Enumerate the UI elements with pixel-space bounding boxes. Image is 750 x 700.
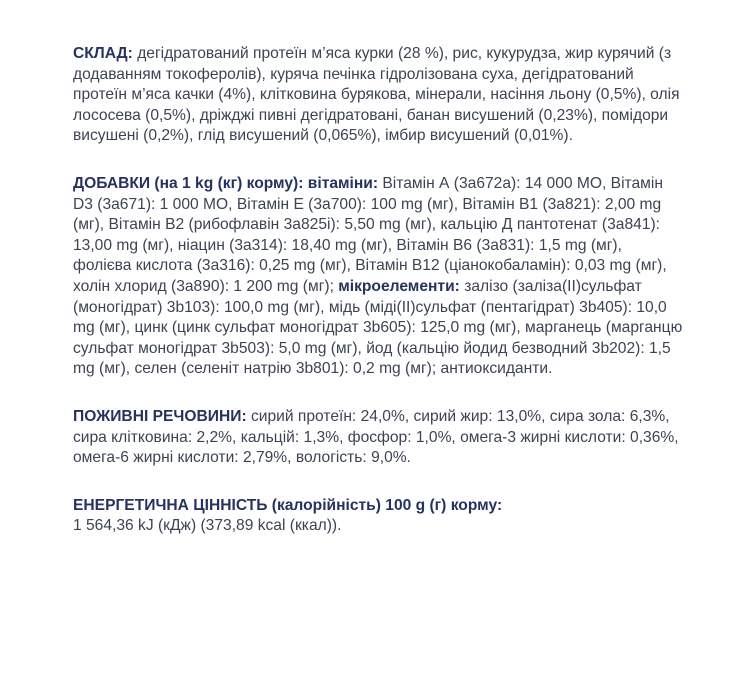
energy-section — [73, 496, 683, 537]
vitamins-text: Вітамін А (3а672а): 14 000 МО, Вітамін D3 (3а671): 1 000 МО, Вітамін Е (3а700): 100 mg (мг), Вітамін В1 (3а821): 2,00 mg (мг), Вітамін В2 (рибофлавін 3а825і): 5,50 mg (мг), кальцію Д пантотенат (3а841): 13,00 mg (мг), ніацин (3а314): 18,40 mg (мг), Вітамін В6 (3а831): 1,5 mg (мг), фолієва кислота (3а316): 0,25 mg (мг), Вітамін В12 (ціанокобаламін): 0,03 mg (мг), холін хлорид (3а890): 1 200 mg (мг); — [73, 174, 667, 295]
composition-section — [73, 44, 683, 147]
microelements-label: мікроелементи: — [333, 277, 460, 295]
nutrients-text: сирий протеїн: 24,0%, сирий жир: 13,0%, сира зола: 6,3%, сира клітковина: 2,2%, кальцій: 1,3%, фосфор: 1,0%, омега-3 жирні кислоти: 0,36%, омега-6 жирні кислоти: 2,79%, вологість: 9,0%. — [73, 407, 679, 467]
additives-section — [73, 174, 683, 380]
additives-heading: ДОБАВКИ (на 1 kg (кг) корму): — [73, 174, 304, 192]
nutrients-section — [73, 407, 683, 469]
nutrients-heading: ПОЖИВНІ РЕЧОВИНИ: — [73, 407, 247, 425]
energy-text: 1 564,36 kJ (кДж) (373,89 kcal (ккал)). — [73, 517, 342, 535]
energy-heading: ЕНЕРГЕТИЧНА ЦІННІСТЬ (калорійність) 100 g (г) корму: — [73, 496, 503, 514]
vitamins-label: вітаміни: — [303, 174, 379, 192]
ingredients-document — [73, 44, 683, 537]
microelements-text: залізо (заліза(ІІ)сульфат (моногідрат) 3b103): 100,0 mg (мг), мідь (міді(ІІ)сульфат (пентагідрат) 3b405): 10,0 mg (мг), цинк (цинк сульфат моногідрат 3b605): 125,0 mg (мг), марганець (марганцю сульфат моногідрат 3b503): 5,0 mg (мг), йод (кальцію йодид безводний 3b202): 1,5 mg (мг), селен (селеніт натрію 3b801): 0,2 mg (мг); антиоксиданти. — [73, 277, 683, 378]
composition-text: дегідратований протеїн м’яса курки (28 %), рис, кукурудза, жир курячий (з додаванням токоферолів), куряча печінка гідролізована суха, дегідратований протеїн м’яса качки (4%), клітковина бурякова, мінерали, насіння льону (0,5%), олія лососева (0,5%), дріжджі пивні дегідратовані, банан висушений (0,23%), помідори висушені (0,2%), глід висушений (0,065%), імбир висушений (0,01%). — [73, 45, 680, 145]
composition-heading: СКЛАД: — [73, 45, 133, 62]
